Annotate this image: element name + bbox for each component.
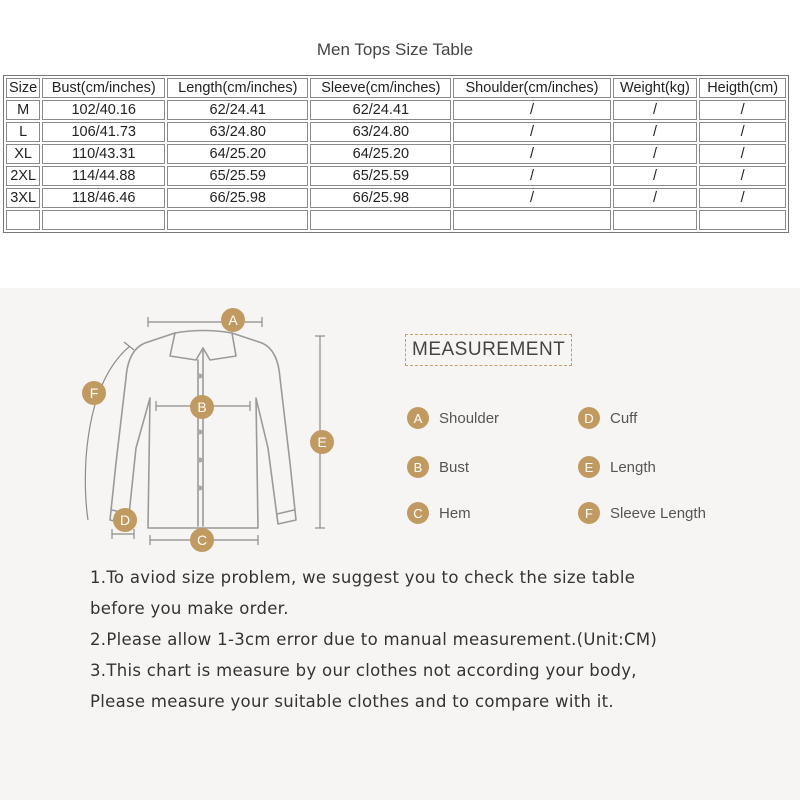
- size-notes: [90, 562, 780, 717]
- legend-label: Hem: [439, 504, 471, 522]
- table-cell: [6, 210, 40, 230]
- table-cell: 65/25.59: [310, 166, 451, 186]
- legend-label: Length: [610, 458, 656, 476]
- table-cell: 66/25.98: [167, 188, 308, 208]
- table-cell: 63/24.80: [310, 122, 451, 142]
- table-header-row: [6, 78, 786, 98]
- legend-item-hem: [407, 502, 471, 524]
- table-cell: [613, 210, 698, 230]
- table-cell: 3XL: [6, 188, 40, 208]
- table-row: [6, 144, 786, 164]
- table-cell: /: [613, 100, 698, 120]
- table-cell: /: [699, 144, 786, 164]
- table-cell: 64/25.20: [310, 144, 451, 164]
- svg-text:E: E: [317, 434, 327, 450]
- table-cell: 106/41.73: [42, 122, 165, 142]
- table-cell: 2XL: [6, 166, 40, 186]
- table-cell: /: [699, 166, 786, 186]
- header-sleeve: Sleeve(cm/inches): [310, 78, 451, 98]
- legend-label: Shoulder: [439, 409, 500, 427]
- legend-label: Bust: [439, 458, 470, 476]
- shirt-measurement-icon: [0, 288, 400, 568]
- table-cell: /: [453, 100, 610, 120]
- note-line: Please measure your suitable clothes and to compare with it.: [90, 692, 614, 711]
- table-cell: 114/44.88: [42, 166, 165, 186]
- table-cell: 64/25.20: [167, 144, 308, 164]
- table-cell: /: [699, 122, 786, 142]
- header-shoulder: Shoulder(cm/inches): [453, 78, 610, 98]
- table-cell: 63/24.80: [167, 122, 308, 142]
- table-cell: M: [6, 100, 40, 120]
- legend-item-sleeve-length: [578, 502, 706, 524]
- table-row: [6, 188, 786, 208]
- header-size: Size: [6, 78, 40, 98]
- measurement-panel: [0, 288, 800, 800]
- table-cell: [453, 210, 610, 230]
- table-cell: /: [453, 144, 610, 164]
- page-title: Men Tops Size Table: [316, 40, 474, 59]
- table-row-empty: [6, 210, 786, 230]
- note-line: 1.To aviod size problem, we suggest you to check the size table: [90, 568, 636, 587]
- table-cell: [167, 210, 308, 230]
- table-cell: /: [613, 188, 698, 208]
- svg-text:D: D: [119, 512, 131, 528]
- table-cell: [310, 210, 451, 230]
- badge-c-icon: C: [407, 502, 429, 524]
- badge-e-icon: E: [578, 456, 600, 478]
- legend-item-length: [578, 456, 656, 478]
- legend-item-shoulder: [407, 407, 499, 429]
- size-table: [3, 75, 789, 233]
- svg-text:F: F: [89, 385, 99, 401]
- note-line: before you make order.: [90, 599, 289, 618]
- legend-item-bust: [407, 456, 469, 478]
- legend-item-cuff: [578, 407, 637, 429]
- table-cell: [699, 210, 786, 230]
- table-cell: /: [613, 144, 698, 164]
- badge-d-icon: D: [578, 407, 600, 429]
- svg-text:A: A: [228, 312, 238, 328]
- table-cell: /: [699, 100, 786, 120]
- table-cell: /: [613, 122, 698, 142]
- table-cell: 110/43.31: [42, 144, 165, 164]
- svg-text:C: C: [196, 532, 208, 548]
- note-line: 2.Please allow 1-3cm error due to manual measurement.(Unit:CM): [90, 630, 658, 649]
- table-cell: /: [453, 188, 610, 208]
- table-row: [6, 166, 786, 186]
- note-line: 3.This chart is measure by our clothes not according your body,: [90, 661, 637, 680]
- table-row: [6, 122, 786, 142]
- badge-a-icon: A: [407, 407, 429, 429]
- header-bust: Bust(cm/inches): [42, 78, 165, 98]
- table-cell: L: [6, 122, 40, 142]
- measurement-title: MEASUREMENT: [405, 334, 572, 366]
- legend-label: Cuff: [610, 409, 638, 427]
- legend-label: Sleeve Length: [610, 504, 706, 522]
- table-cell: 118/46.46: [42, 188, 165, 208]
- table-cell: 65/25.59: [167, 166, 308, 186]
- table-cell: XL: [6, 144, 40, 164]
- table-cell: /: [613, 166, 698, 186]
- svg-text:B: B: [197, 399, 207, 415]
- table-row: [6, 100, 786, 120]
- badge-b-icon: B: [407, 456, 429, 478]
- table-cell: /: [453, 166, 610, 186]
- table-cell: 102/40.16: [42, 100, 165, 120]
- header-length: Length(cm/inches): [167, 78, 308, 98]
- header-height: Heigth(cm): [699, 78, 786, 98]
- table-cell: 62/24.41: [310, 100, 451, 120]
- table-cell: [42, 210, 165, 230]
- header-weight: Weight(kg): [613, 78, 698, 98]
- table-cell: /: [699, 188, 786, 208]
- table-cell: 62/24.41: [167, 100, 308, 120]
- badge-f-icon: F: [578, 502, 600, 524]
- table-cell: 66/25.98: [310, 188, 451, 208]
- table-cell: /: [453, 122, 610, 142]
